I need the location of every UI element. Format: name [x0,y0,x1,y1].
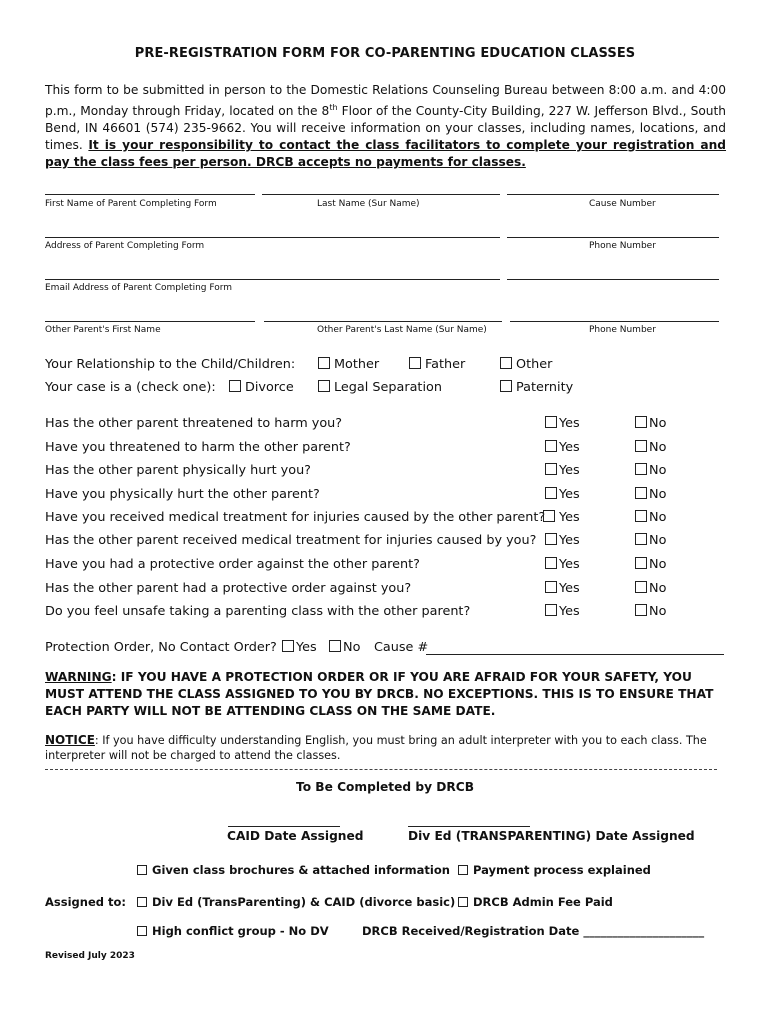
legal-separation-checkbox[interactable] [318,380,330,392]
divorce-checkbox[interactable] [229,380,241,392]
admin-fee-option[interactable]: DRCB Admin Fee Paid [458,895,613,909]
other-last-label: Other Parent's Last Name (Sur Name) [317,325,487,335]
no-option[interactable]: No [635,510,666,525]
yes-checkbox[interactable] [545,463,557,475]
yes-option[interactable]: Yes [545,440,580,455]
payment-checkbox[interactable] [458,865,468,875]
dashed-divider [45,769,717,770]
yes-checkbox[interactable] [545,440,557,452]
no-option[interactable]: No [635,533,666,548]
intro-sup: th [329,103,338,112]
question-label: Have you threatened to harm the other parent? [45,440,351,455]
protection-no-option[interactable]: No [329,640,360,655]
intro-bold-text: It is your responsibility to contact the class facilitators to complete your registration and pay the class fees per person. DRCB accepts no payments for classes. [45,138,727,170]
phone-label: Phone Number [589,241,656,251]
no-option[interactable]: No [635,463,666,478]
address-label: Address of Parent Completing Form [45,241,205,251]
brochures-option[interactable]: Given class brochures & attached information [137,863,450,877]
father-option[interactable]: Father [409,357,465,372]
yes-option[interactable]: Yes [545,463,580,478]
no-option[interactable]: No [635,440,666,455]
yes-option[interactable]: Yes [545,557,580,572]
high-conflict-checkbox[interactable] [137,926,147,936]
yes-option[interactable]: Yes [545,604,580,619]
yes-option[interactable]: Yes [545,581,580,596]
no-option[interactable]: No [635,604,666,619]
no-option[interactable]: No [635,487,666,502]
no-checkbox[interactable] [635,416,647,428]
no-checkbox[interactable] [635,604,647,616]
yes-checkbox[interactable] [545,487,557,499]
last-name-line[interactable] [262,194,500,195]
yes-option[interactable]: Yes [545,416,580,431]
legal-separation-option[interactable]: Legal Separation [318,380,442,395]
father-checkbox[interactable] [409,357,421,369]
question-label: Have you received medical treatment for injuries caused by the other parent? [45,510,546,525]
email-extra-line[interactable] [507,279,719,280]
no-checkbox[interactable] [635,581,647,593]
question-label: Has the other parent threatened to harm you? [45,416,343,431]
other-first-line[interactable] [45,321,255,322]
no-checkbox[interactable] [635,487,647,499]
first-name-label: First Name of Parent Completing Form [45,199,217,209]
yes-checkbox[interactable] [545,557,557,569]
no-option[interactable]: No [635,557,666,572]
intro-paragraph [45,82,726,171]
question-label: Has the other parent physically hurt you? [45,463,311,478]
protection-yes-option[interactable]: Yes [282,640,317,655]
no-option[interactable]: No [635,581,666,596]
address-line[interactable] [45,237,500,238]
warning-text: WARNING: IF YOU HAVE A PROTECTION ORDER OR IF YOU ARE AFRAID FOR YOUR SAFETY, YOU MUST ATTEND THE CLASS ASSIGNED TO YOU BY DRCB. NO EXCEPTIONS. THIS IS TO ENSURE THAT EACH PARTY WILL NOT BE ATTENDING CLASS ON THE SAME DATE. [45,670,714,718]
notice-text: NOTICE: If you have difficulty understanding English, you must bring an adult interpreter with you to each class. The interpreter will not be charged to attend the classes. [45,733,707,762]
other-checkbox[interactable] [500,357,512,369]
question-label: Have you had a protective order against the other parent? [45,557,420,572]
question-label: Do you feel unsafe taking a parenting class with the other parent? [45,604,471,619]
email-line[interactable] [45,279,500,280]
received-date-label: DRCB Received/Registration Date [362,924,580,938]
drcb-heading: To Be Completed by DRCB [296,780,474,794]
received-date-field[interactable] [362,924,704,938]
yes-checkbox[interactable] [545,604,557,616]
yes-checkbox[interactable] [545,533,557,545]
yes-option[interactable]: Yes [545,487,580,502]
first-name-line[interactable] [45,194,255,195]
email-label: Email Address of Parent Completing Form [45,283,233,293]
yes-option[interactable]: Yes [545,533,580,548]
yes-checkbox[interactable] [545,416,557,428]
protection-order-label: Protection Order, No Contact Order? [45,640,277,655]
yes-checkbox[interactable] [545,581,557,593]
protection-cause-line[interactable] [426,654,724,655]
no-checkbox[interactable] [635,533,647,545]
div-ed-option[interactable]: Div Ed (TransParenting) & CAID (divorce basic) [137,895,455,909]
protection-no-checkbox[interactable] [329,640,341,652]
caid-date-label: CAID Date Assigned [227,829,364,843]
mother-option[interactable]: Mother [318,357,379,372]
intro-text: This form to be submitted in person to the Domestic Relations Counseling Bureau between 8:00 a.m. and 4:00 p.m., Monday through Friday, located on the 8 [45,83,726,119]
brochures-checkbox[interactable] [137,865,147,875]
paternity-option[interactable]: Paternity [500,380,573,395]
payment-option[interactable]: Payment process explained [458,863,651,877]
other-last-line[interactable] [264,321,502,322]
yes-option[interactable]: Yes [543,510,580,525]
paternity-checkbox[interactable] [500,380,512,392]
assigned-to-label: Assigned to: [45,895,126,909]
other-option[interactable]: Other [500,357,552,372]
received-date-line[interactable]: _____________________ [583,924,705,938]
case-type-label: Your case is a (check one): [45,380,216,395]
no-option[interactable]: No [635,416,666,431]
other-first-label: Other Parent's First Name [45,325,161,335]
protection-yes-checkbox[interactable] [282,640,294,652]
relationship-label: Your Relationship to the Child/Children: [45,357,296,372]
question-label: Has the other parent had a protective order against you? [45,581,412,596]
question-label: Has the other parent received medical treatment for injuries caused by you? [45,533,537,548]
other-phone-label: Phone Number [589,325,656,335]
no-checkbox[interactable] [635,440,647,452]
div-ed-checkbox[interactable] [137,897,147,907]
divorce-option[interactable]: Divorce [229,380,294,395]
revised-date: Revised July 2023 [45,951,135,961]
high-conflict-option[interactable]: High conflict group - No DV [137,924,329,938]
caid-date-line[interactable] [228,826,340,827]
divd-date-label: Div Ed (TRANSPARENTING) Date Assigned [408,829,695,843]
no-checkbox[interactable] [635,463,647,475]
cause-number-label: Cause Number [589,199,656,209]
admin-fee-checkbox[interactable] [458,897,468,907]
cause-label: Cause # [374,640,429,655]
question-label: Have you physically hurt the other parent? [45,487,320,502]
divd-date-line[interactable] [408,826,530,827]
phone-line[interactable] [507,237,719,238]
other-phone-line[interactable] [510,321,719,322]
last-name-label: Last Name (Sur Name) [317,199,420,209]
yes-checkbox[interactable] [543,510,555,522]
intro-text-2: Floor of the County-City Building, 227 W. Jefferson Blvd., South Bend, IN 46601 (574) 235-9662. You will receive information on your classes, including names, locations, and times. [45,104,727,153]
no-checkbox[interactable] [635,510,647,522]
mother-checkbox[interactable] [318,357,330,369]
cause-number-line[interactable] [507,194,719,195]
no-checkbox[interactable] [635,557,647,569]
form-title: PRE-REGISTRATION FORM FOR CO-PARENTING EDUCATION CLASSES [134,46,636,61]
